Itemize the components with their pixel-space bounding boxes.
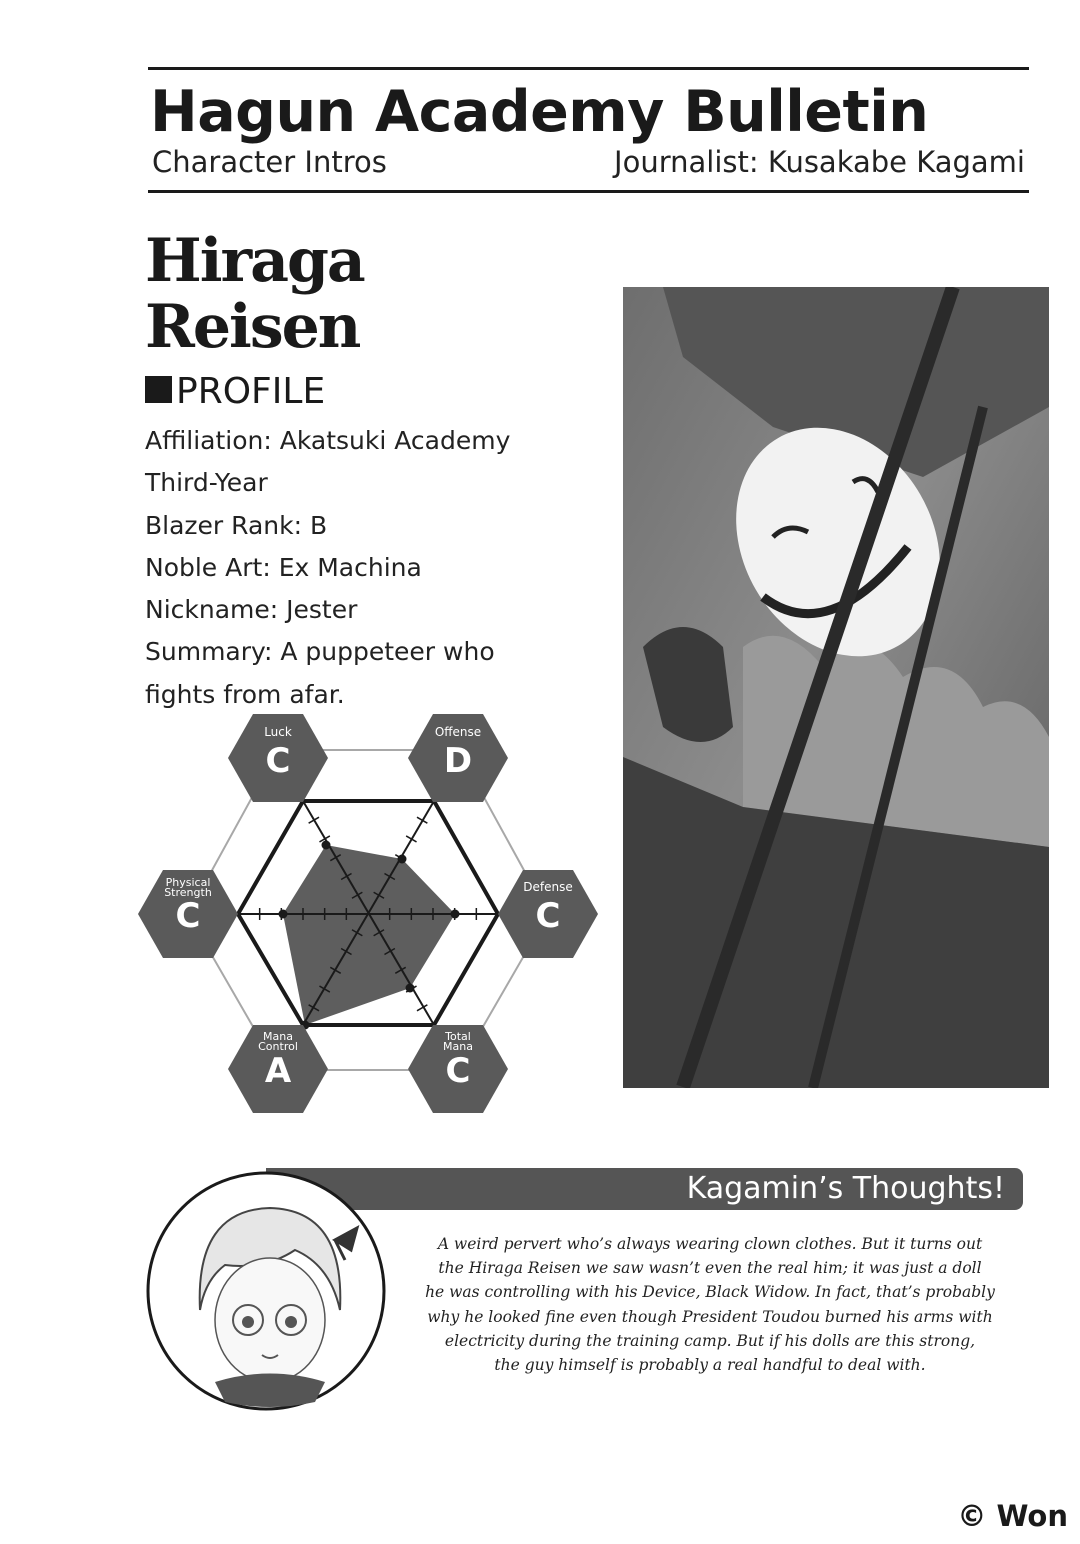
avatar-eye-left xyxy=(242,1316,254,1328)
thoughts-line: A weird pervert who’s always wearing clown clothes. But it turns out xyxy=(437,1235,983,1253)
character-name xyxy=(145,228,364,360)
badge-label-line-1: Physical xyxy=(165,876,211,889)
profile-line-year: Third-Year xyxy=(145,468,268,498)
stat-radar-chart xyxy=(130,708,610,1123)
character-illustration xyxy=(623,287,1049,1088)
badge-grade: C xyxy=(265,741,291,781)
top-rule xyxy=(148,67,1029,70)
badge-grade: C xyxy=(535,896,561,936)
profile-line-noble-art: Noble Art: Ex Machina xyxy=(145,552,422,582)
profile-line-summary-cont: fights from afar. xyxy=(145,679,345,709)
badge-grade: C xyxy=(445,1051,471,1091)
profile-line-summary: Summary: A puppeteer who xyxy=(145,637,495,667)
badge-defense xyxy=(498,870,598,958)
section-label: Character Intros xyxy=(152,145,387,179)
badge-grade: C xyxy=(175,896,201,936)
thoughts-line: electricity during the training camp. But if his dolls are this strong, xyxy=(444,1331,976,1350)
badge-mana-control xyxy=(228,1025,328,1113)
badge-label-line-1: Total xyxy=(445,1030,471,1043)
badge-label-line-1: Mana xyxy=(263,1030,293,1043)
thoughts-title: Kagamin’s Thoughts! xyxy=(686,1171,1005,1206)
badge-label-line-2: Control xyxy=(258,1040,298,1053)
avatar-collar xyxy=(215,1374,325,1408)
marker-luck xyxy=(322,841,331,850)
header-bottom-rule xyxy=(148,190,1029,193)
badge-label-line-2: Mana xyxy=(443,1040,473,1053)
character-name-line-1: Hiraga xyxy=(145,226,364,296)
profile-heading-label: PROFILE xyxy=(176,371,326,412)
copyright-notice: © Won xyxy=(957,1499,1068,1533)
profile-line-nickname: Nickname: Jester xyxy=(145,595,358,625)
profile-line-affiliation: Affiliation: Akatsuki Academy xyxy=(145,426,511,455)
badge-grade: D xyxy=(443,741,473,781)
square-bullet-icon xyxy=(145,376,172,403)
thoughts-line: he was controlling with his Device, Black Widow. In fact, that’s probably xyxy=(425,1283,995,1302)
thoughts-line: the guy himself is probably a real handful to deal with. xyxy=(494,1356,926,1375)
avatar-eye-right xyxy=(285,1316,297,1328)
badge-label-line-2: Strength xyxy=(164,886,212,899)
thoughts-line: the Hiraga Reisen we saw wasn’t even the real him; it was just a doll xyxy=(438,1259,982,1278)
marker-defense xyxy=(451,910,460,919)
badge-label: Offense xyxy=(434,725,482,739)
badge-physical-strength xyxy=(138,870,238,958)
stat-polygon xyxy=(283,845,455,1025)
marker-total-mana xyxy=(406,984,415,993)
thoughts-body xyxy=(405,1232,1015,1377)
character-name-line-2: Reisen xyxy=(145,292,360,362)
profile-line-rank: Blazer Rank: B xyxy=(145,510,328,540)
avatar-face xyxy=(215,1258,325,1382)
thoughts-line: why he looked fine even though President Toudou burned his arms with xyxy=(427,1307,993,1326)
badge-offense xyxy=(408,714,508,802)
journalist-credit: Journalist: Kusakabe Kagami xyxy=(614,145,1025,179)
marker-physical-strength xyxy=(279,910,288,919)
marker-offense xyxy=(398,855,407,864)
badge-grade: A xyxy=(264,1051,292,1091)
bulletin-title: Hagun Academy Bulletin xyxy=(150,79,929,145)
badge-total-mana xyxy=(408,1025,508,1113)
profile-heading xyxy=(145,370,325,414)
profile-list xyxy=(145,420,585,716)
journalist-avatar xyxy=(145,1170,387,1412)
badge-luck xyxy=(228,714,328,802)
badge-label: Luck xyxy=(264,725,292,739)
badge-label: Defense xyxy=(523,880,573,894)
